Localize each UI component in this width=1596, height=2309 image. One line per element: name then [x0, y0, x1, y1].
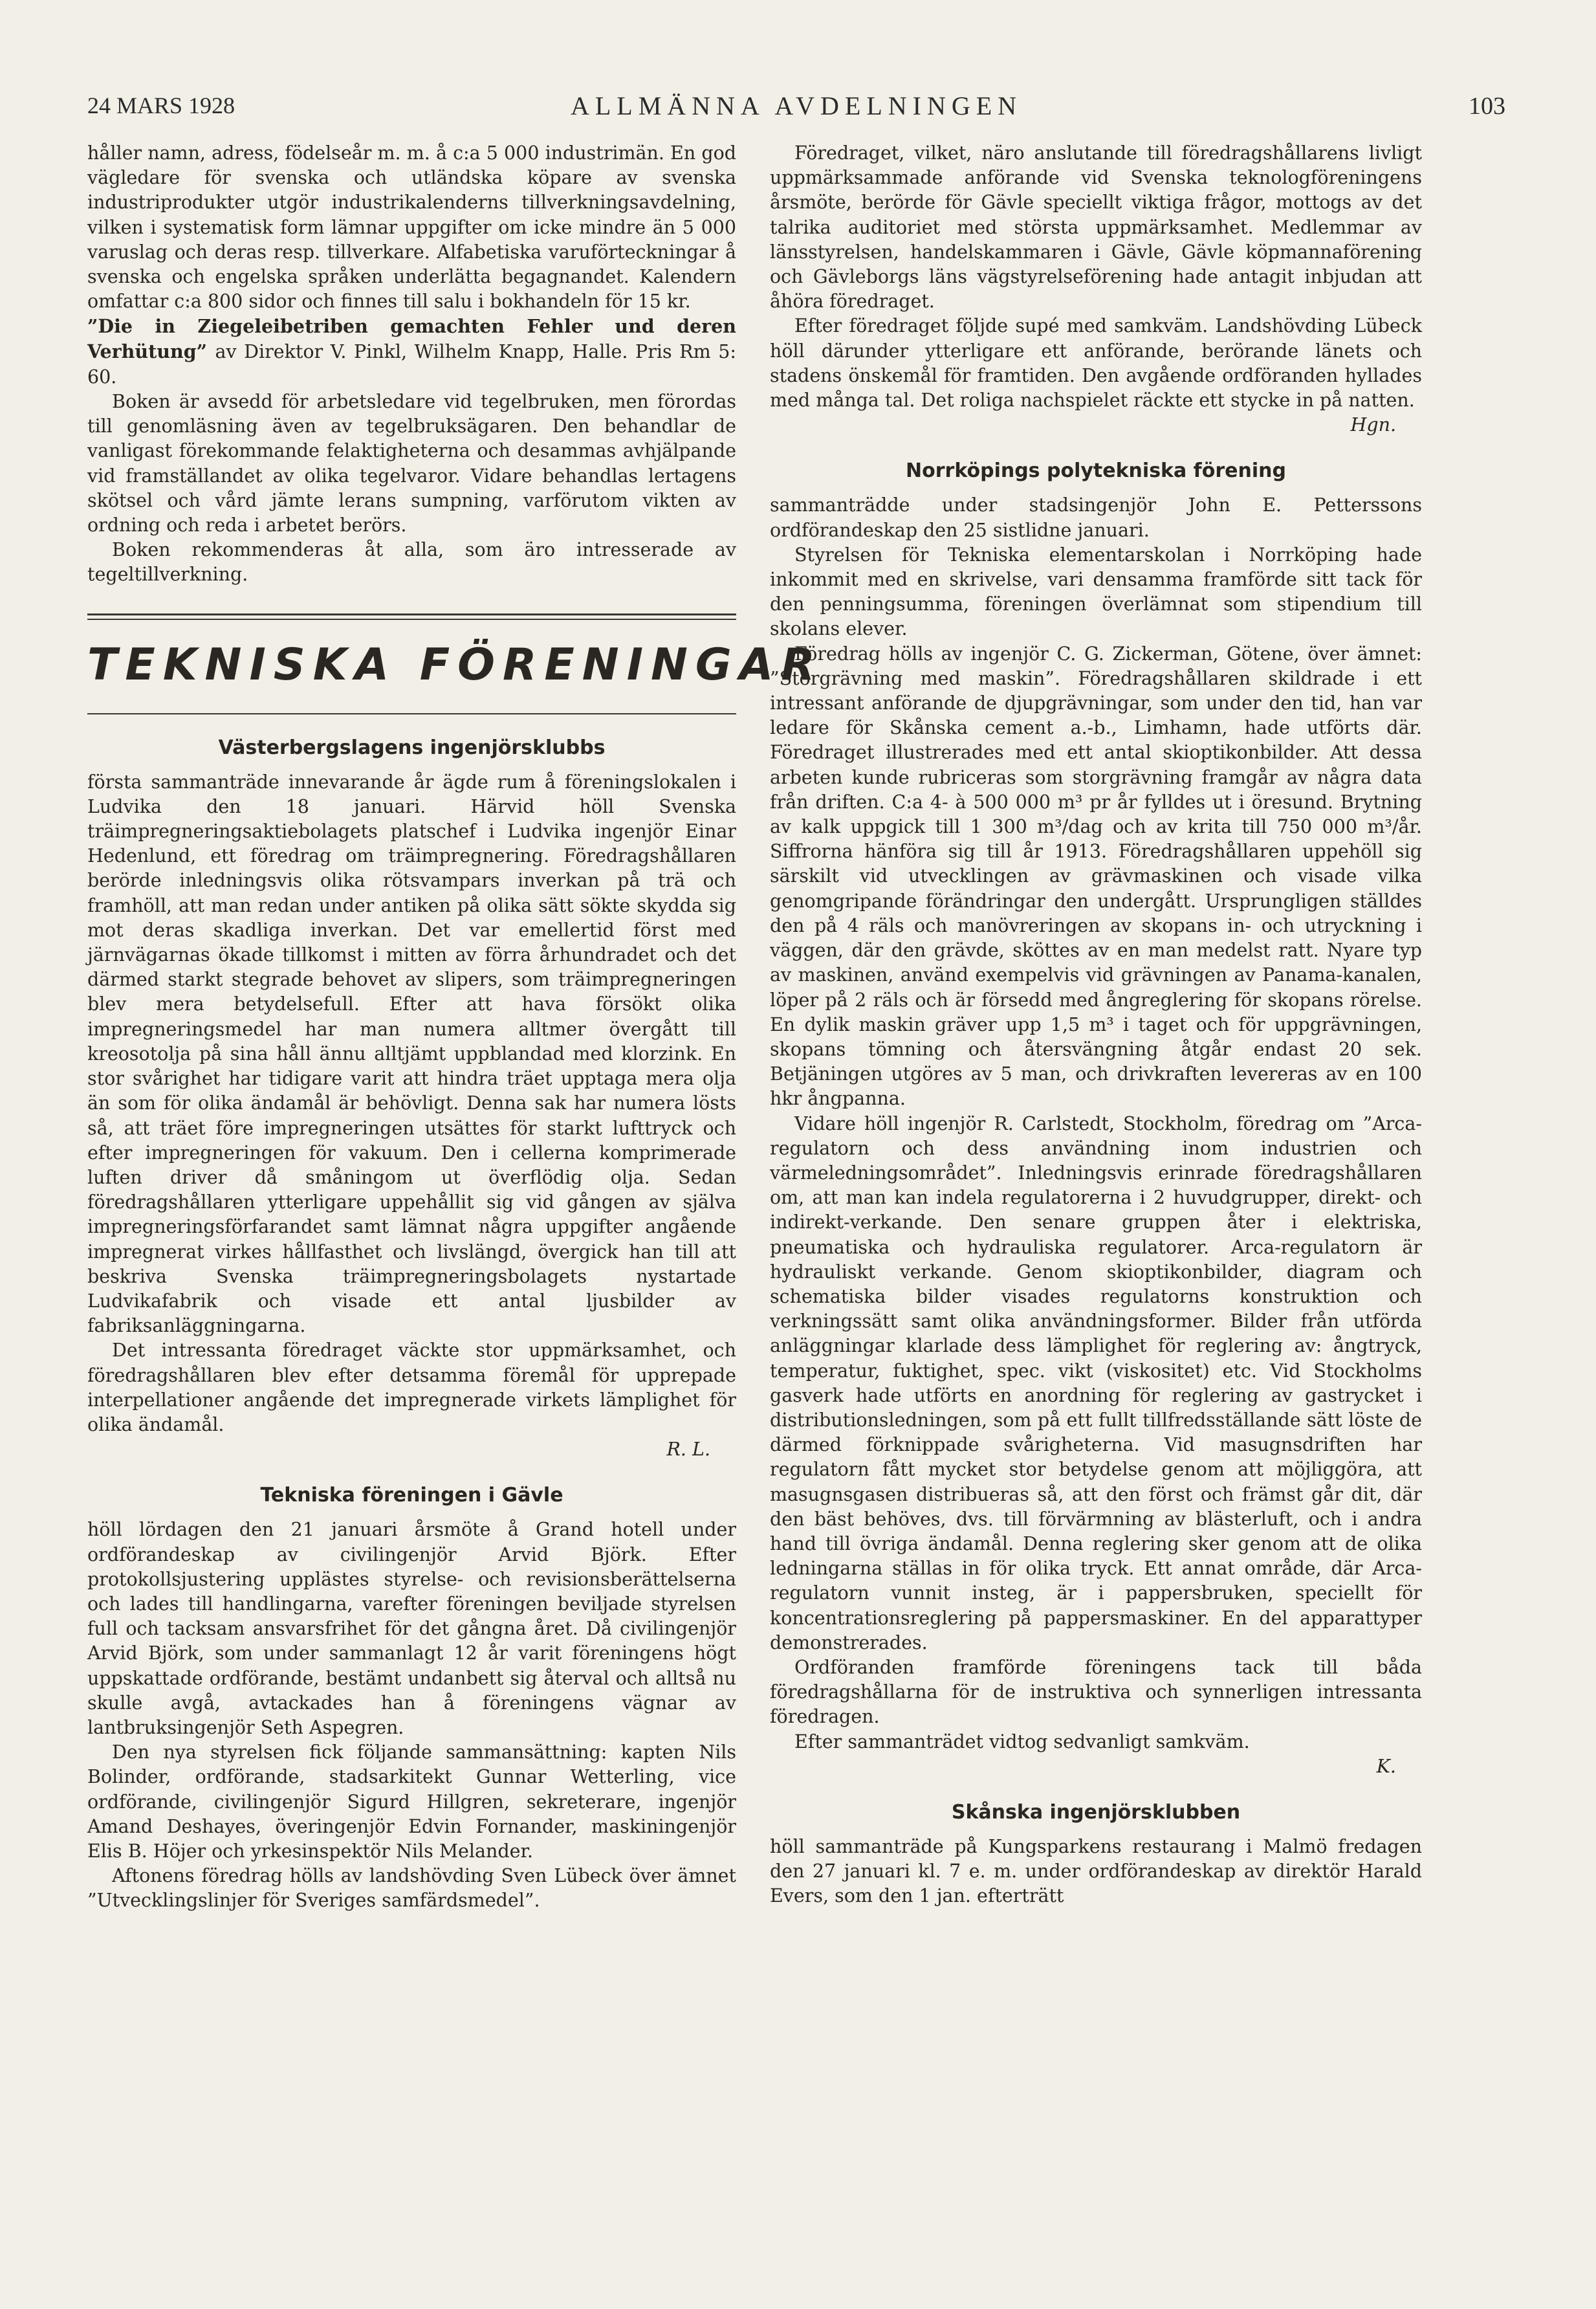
article-heading: Västerbergslagens ingenjörsklubbs — [218, 736, 606, 759]
article-paragraph: Aftonens föredrag hölls av landshövding Sven Lübeck över ämnet ”Utvecklingslinjer för Sveriges samfärdsmedel”. — [87, 1865, 736, 1912]
section-banner — [87, 613, 823, 714]
article-paragraph: Efter sammanträdet vidtog sedvanligt samkväm. — [794, 1730, 1250, 1752]
book-title: ”Die in Ziegeleibetriben gemachten Fehler und deren Verhütung” — [87, 315, 736, 362]
article-heading: Tekniska föreningen i Gävle — [260, 1484, 563, 1507]
article-paragraph: första sammanträde innevarande år ägde rum å föreningslokalen i Ludvika den 18 januari. Härvid höll Svenska träimpregneringsaktiebolagets platschef i Ludvika ingenjör Einar Hedenlund, ett föredrag om träimpregnering. Föredragshållaren berörde inledningsvis olika rötsvampars inverkan på trä och framhöll, att man redan under antiken på olika sätt sökte skydda sig mot deras skadliga inverkan. Det var emellertid först med järnvägarnas ökade tillkomst i mitten av förra århundradet och det därmed starkt stegrade behovet av slipers, som träimpregneringen blev mera betydelsefull. Efter att hava försökt olika impregneringsmedel har man numera alltmer övergått till kreosotolja på sina håll ännu alltjämt uppblandad med klorzink. En stor svårighet har tidigare varit att hindra träet upptaga mera olja än som för olika ändamål är behövligt. Denna sak har numera lösts så, att träet före impregneringen utsättes för starkt lufttryck och efter impregneringen för vakuum. Den i cellerna komprimerade luften driver då småningom ut överflödig olja. Sedan föredragshållaren ytterligare uppehållit sig vid gången av själva impregneringsförfarandet samt lämnat några uppgifter angående impregnerat virkes hållfasthet och livslängd, övergick han till att beskriva Svenska träimpregneringsbolagets nystartade Ludvikafabrik och visade ett antal ljusbilder av fabriksanläggningarna. — [87, 771, 736, 1337]
article-signature: Hgn. — [1350, 414, 1396, 436]
article-paragraph: Vidare höll ingenjör R. Carlstedt, Stockholm, föredrag om ”Arca-regulatorn och dess användning inom industrien och värmeledningsområdet”. Inledningsvis erinrade föredragshållaren om, att man kan indela regulatorerna i 2 huvudgrupper, direkt- och indirekt-verkande. Den senare gruppen åter i elektriska, pneumatiska och hydrauliska regulatorer. Arca-regulatorn är hydrauliskt verkande. Genom skioptikonbilder, diagram och schematiska bilder visades regulatorns konstruktion och verkningssätt samt olika användningsformer. Bilder från utförda anläggningar klarlade dess lämplighet för reglering av: ångtryck, temperatur, fuktighet, spec. vikt (viskositet) etc. Vid Stockholms gasverk hade utförts en anordning för reglering av gastrycket i distributionsledningen, som på ett fullt tillfredsställande sätt löste de därmed förknippade svårigheterna. Vid masugnsdriften har regulatorn fått mycket stor betydelse genom att möjliggöra, att masugnsgasen distribueras så, att den först och främst går dit, där den bäst behöves, dvs. till förvärmning av blästerluft, och i andra hand till övriga ändamål. Denna reglering sker genom att de olika ledningarna ställas in för olika tryck. Ett annat område, där Arca-regulatorn vunnit insteg, är i pappersbruken, speciellt för koncentrationsreglering på pappersmaskiner. En del apparattyper demonstrerades. — [770, 1112, 1422, 1653]
article-heading: Skånska ingenjörsklubben — [951, 1801, 1241, 1824]
article-paragraph: Den nya styrelsen fick följande sammansättning: kapten Nils Bolinder, ordförande, stadsarkitekt Gunnar Wetterling, vice ordförande, civilingenjör Sigurd Hillgren, sekreterare, ingenjör Amand Deshayes, överingenjör Edvin Fornander, maskiningenjör Elis B. Höjer och yrkesinspektör Nils Melander. — [87, 1741, 736, 1862]
article-paragraph: Efter föredraget följde supé med samkväm. Landshövding Lübeck höll därunder ytterligare ett anförande, berörande länets och stadens önskemål för framtiden. Den avgående ordföranden hyllades med många tal. Det roliga nachspielet räckte ett stycke in på natten. — [770, 315, 1422, 412]
section-rule-top — [87, 613, 736, 615]
running-header — [87, 92, 1505, 118]
article-paragraph: Föredrag hölls av ingenjör C. G. Zickerman, Götene, över ämnet: ”Storgrävning med maskin”. Föredragshållaren skildrade i ett intressant anförande de djupgrävningar, som under den tid, han var ledare för Skånska cement a.-b., Limhamn, hade utförts där. Föredraget illustrerades med ett antal skioptikonbilder. Att dessa arbeten kunde rubriceras som storgrävning framgår av några data från driften. C:a 4- à 500 000 m³ pr år fylldes ut i öresund. Brytning av kalk uppgick till 1 300 m³/dag och av krita till 750 000 m³/år. Siffrorna hänföra sig till år 1913. Föredragshållaren uppehöll sig särskilt vid utvecklingen av grävmaskinen och visade vilka genomgripande förändringar den undergått. Ursprungligen ställdes den på 4 räls och manövreringen av skopans in- och utryckning i väggen, där den grävde, sköttes av en man medelst ratt. Nyare typ av maskinen, använd exempelvis vid grävningen av Panama-kanalen, löper på 2 räls och är försedd med ångreglering för skopans rörelse. En dylik maskin gräver upp 1,5 m³ i taget och för uppgrävningen, skopans tömning och återsvängning åtgår endast 20 sek. Betjäningen utgöres av 5 man, och drivkraften levereras av en 100 hkr ångpanna. — [770, 643, 1422, 1110]
right-column — [770, 141, 1422, 1909]
article-signature: K. — [1376, 1755, 1396, 1777]
book-meta: av Direktor V. Pinkl, Wilhelm Knapp, Halle. Pris Rm 5: 60. — [87, 340, 736, 388]
issue-date: 24 MARS 1928 — [87, 93, 235, 118]
article-paragraph: Styrelsen för Tekniska elementarskolan i Norrköping hade inkommit med en skrivelse, vari densamma framförde sitt tack för den penningsumma, föreningen överlämnat som stipendium till skolans elever. — [770, 544, 1422, 640]
section-rule-bottom — [87, 713, 736, 714]
section-title: TEKNISKA FÖRENINGAR — [87, 639, 823, 690]
book-review-paragraph: Boken rekommenderas åt alla, som äro intresserade av tegeltillverkning. — [87, 539, 736, 586]
article-signature: R. L. — [666, 1439, 710, 1461]
book-review-heading — [87, 314, 736, 390]
article-heading: Norrköpings polytekniska förening — [906, 459, 1286, 483]
left-column — [87, 141, 823, 1914]
section-running-title: ALLMÄNNA AVDELNINGEN — [570, 91, 1023, 120]
section-rule-top-thin — [87, 619, 736, 620]
article-paragraph: Ordföranden framförde föreningens tack till båda föredragshållarna för de instruktiva och synnerligen intressanta föredragen. — [770, 1656, 1422, 1728]
calendar-review-end: håller namn, adress, födelseår m. m. å c:a 5 000 industrimän. En god vägledare för svenska och utländska köpare av svenska industriprodukter utgör industrikalenderns tillverkningsavdelning, vilken i systematisk form lämnar uppgifter om icke mindre än 5 000 varuslag och deras resp. tillverkare. Alfabetiska varuförteckningar å svenska och engelska språken underlätta begagnandet. Kalendern omfattar c:a 800 sidor och finnes till salu i bokhandeln för 15 kr. — [87, 142, 736, 313]
page-number: 103 — [1469, 93, 1505, 120]
article-paragraph: sammanträdde under stadsingenjör John E. Petterssons ordförandeskap den 25 sistlidne januari. — [770, 494, 1422, 541]
article-paragraph: höll sammanträde på Kungsparkens restaurang i Malmö fredagen den 27 januari kl. 7 e. m. under ordförandeskap av direktör Harald Evers, som den 1 jan. efterträtt — [770, 1836, 1422, 1907]
article-paragraph: Det intressanta föredraget väckte stor uppmärksamhet, och föredragshållaren blev efter detsamma föremål för upprepade interpellationer angående det impregnerade virkets lämplighet för olika ändamål. — [87, 1340, 736, 1435]
article-paragraph: Föredraget, vilket, näro anslutande till föredragshållarens livligt uppmärksammade anförande vid Svenska teknologföreningens årsmöte, berörde för Gävle speciellt viktiga frågor, mottogs av det talrika auditoriet med största uppmärksamhet. Medlemmar av länsstyrelsen, handelskammaren i Gävle, Gävle köpmannaförening och Gävleborgs läns vägstyrelseförening hade antagit inbjudan att åhöra föredraget. — [770, 142, 1422, 313]
book-review-paragraph: Boken är avsedd för arbetsledare vid tegelbruken, men förordas till genomläsning även av tegelbruksägaren. Den behandlar de vanligast förekommande felaktigheterna och desammas avhjälpande vid framställandet av olika tegelvaror. Vidare behandlas lertagens skötsel och vård jämte lerans sumpning, varförutom vikten av ordning och reda i arbetet berörs. — [87, 391, 736, 536]
article-paragraph: höll lördagen den 21 januari årsmöte å Grand hotell under ordförandeskap av civilingenjör Arvid Björk. Efter protokollsjustering upplästes styrelse- och revisionsberättelserna och lades till handlingarna, varefter föreningen beviljade styrelsen full och tacksam ansvarsfrihet för det gångna året. Då civilingenjör Arvid Björk, som under sammanlagt 12 år varit föreningens högt uppskattade ordförande, bestämt undanbett sig återval och alltså nu skulle avgå, avtackades han å föreningens vägnar av lantbruksingenjör Seth Aspegren. — [87, 1519, 736, 1738]
